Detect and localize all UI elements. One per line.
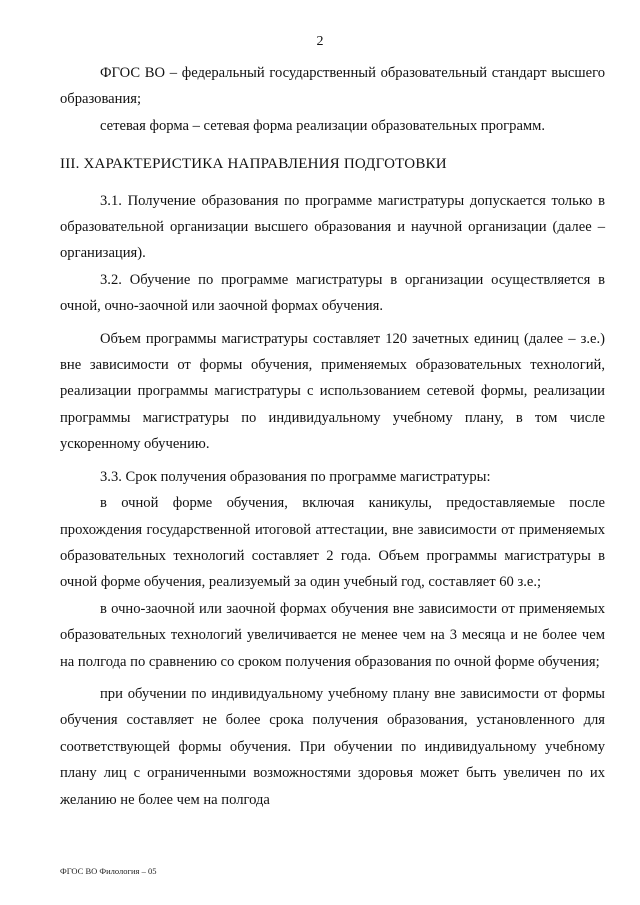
paragraph-part-time: в очно-заочной или заочной формах обучения вне зависимости от применяемых образовательных технологий увеличивается не менее чем на 3 месяца и не более чем на полгода по сравнению со сроком получения образования по очной форме обучения; [60,600,605,670]
paragraph-3-3: 3.3. Срок получения образования по программе магистратуры: [100,468,491,485]
paragraph-3-2: 3.2. Обучение по программе магистратуры в организации осуществляется в очной, очно-заочной или заочной формах обучения. [60,271,605,315]
paragraph-definition-fgos: ФГОС ВО – федеральный государственный образовательный стандарт высшего образования; [60,65,605,108]
footer-label: ФГОС ВО Филология – 05 [60,866,157,876]
paragraph-individual-plan: при обучении по индивидуальному учебному плану вне зависимости от формы обучения составляет не более срока получения образования, установленного для соответствующей формы обучения. При обучении по индивидуальному учебному плану лиц с ограниченными возможностями здоровья может быть увеличен по их желанию не более чем на полгода [60,685,605,808]
paragraph-volume: Объем программы магистратуры составляет 120 зачетных единиц (далее – з.е.) вне зависимости от формы обучения, применяемых образовательных технологий, реализации программы магистратуры с использованием сетевой формы, реализации программы магистратуры по индивидуальному учебному плану, в том числе ускоренному обучению. [60,330,605,453]
paragraph-definition-network-form: сетевая форма – сетевая форма реализации образовательных программ. [100,117,546,134]
paragraph-3-1: 3.1. Получение образования по программе магистратуры допускается только в образовательной организации высшего образования и научной организации (далее – организация). [60,192,605,262]
paragraph-full-time: в очной форме обучения, включая каникулы, предоставляемые после прохождения государственной итоговой аттестации, вне зависимости от применяемых образовательных технологий составляет 2 года. Объем программы магистратуры в очной форме обучения, реализуемый за один учебный год, составляет 60 з.е.; [60,495,605,591]
document-body [60,60,605,813]
section-heading: III. ХАРАКТЕРИСТИКА НАПРАВЛЕНИЯ ПОДГОТОВКИ [60,156,447,173]
page-number: 2 [316,34,324,49]
